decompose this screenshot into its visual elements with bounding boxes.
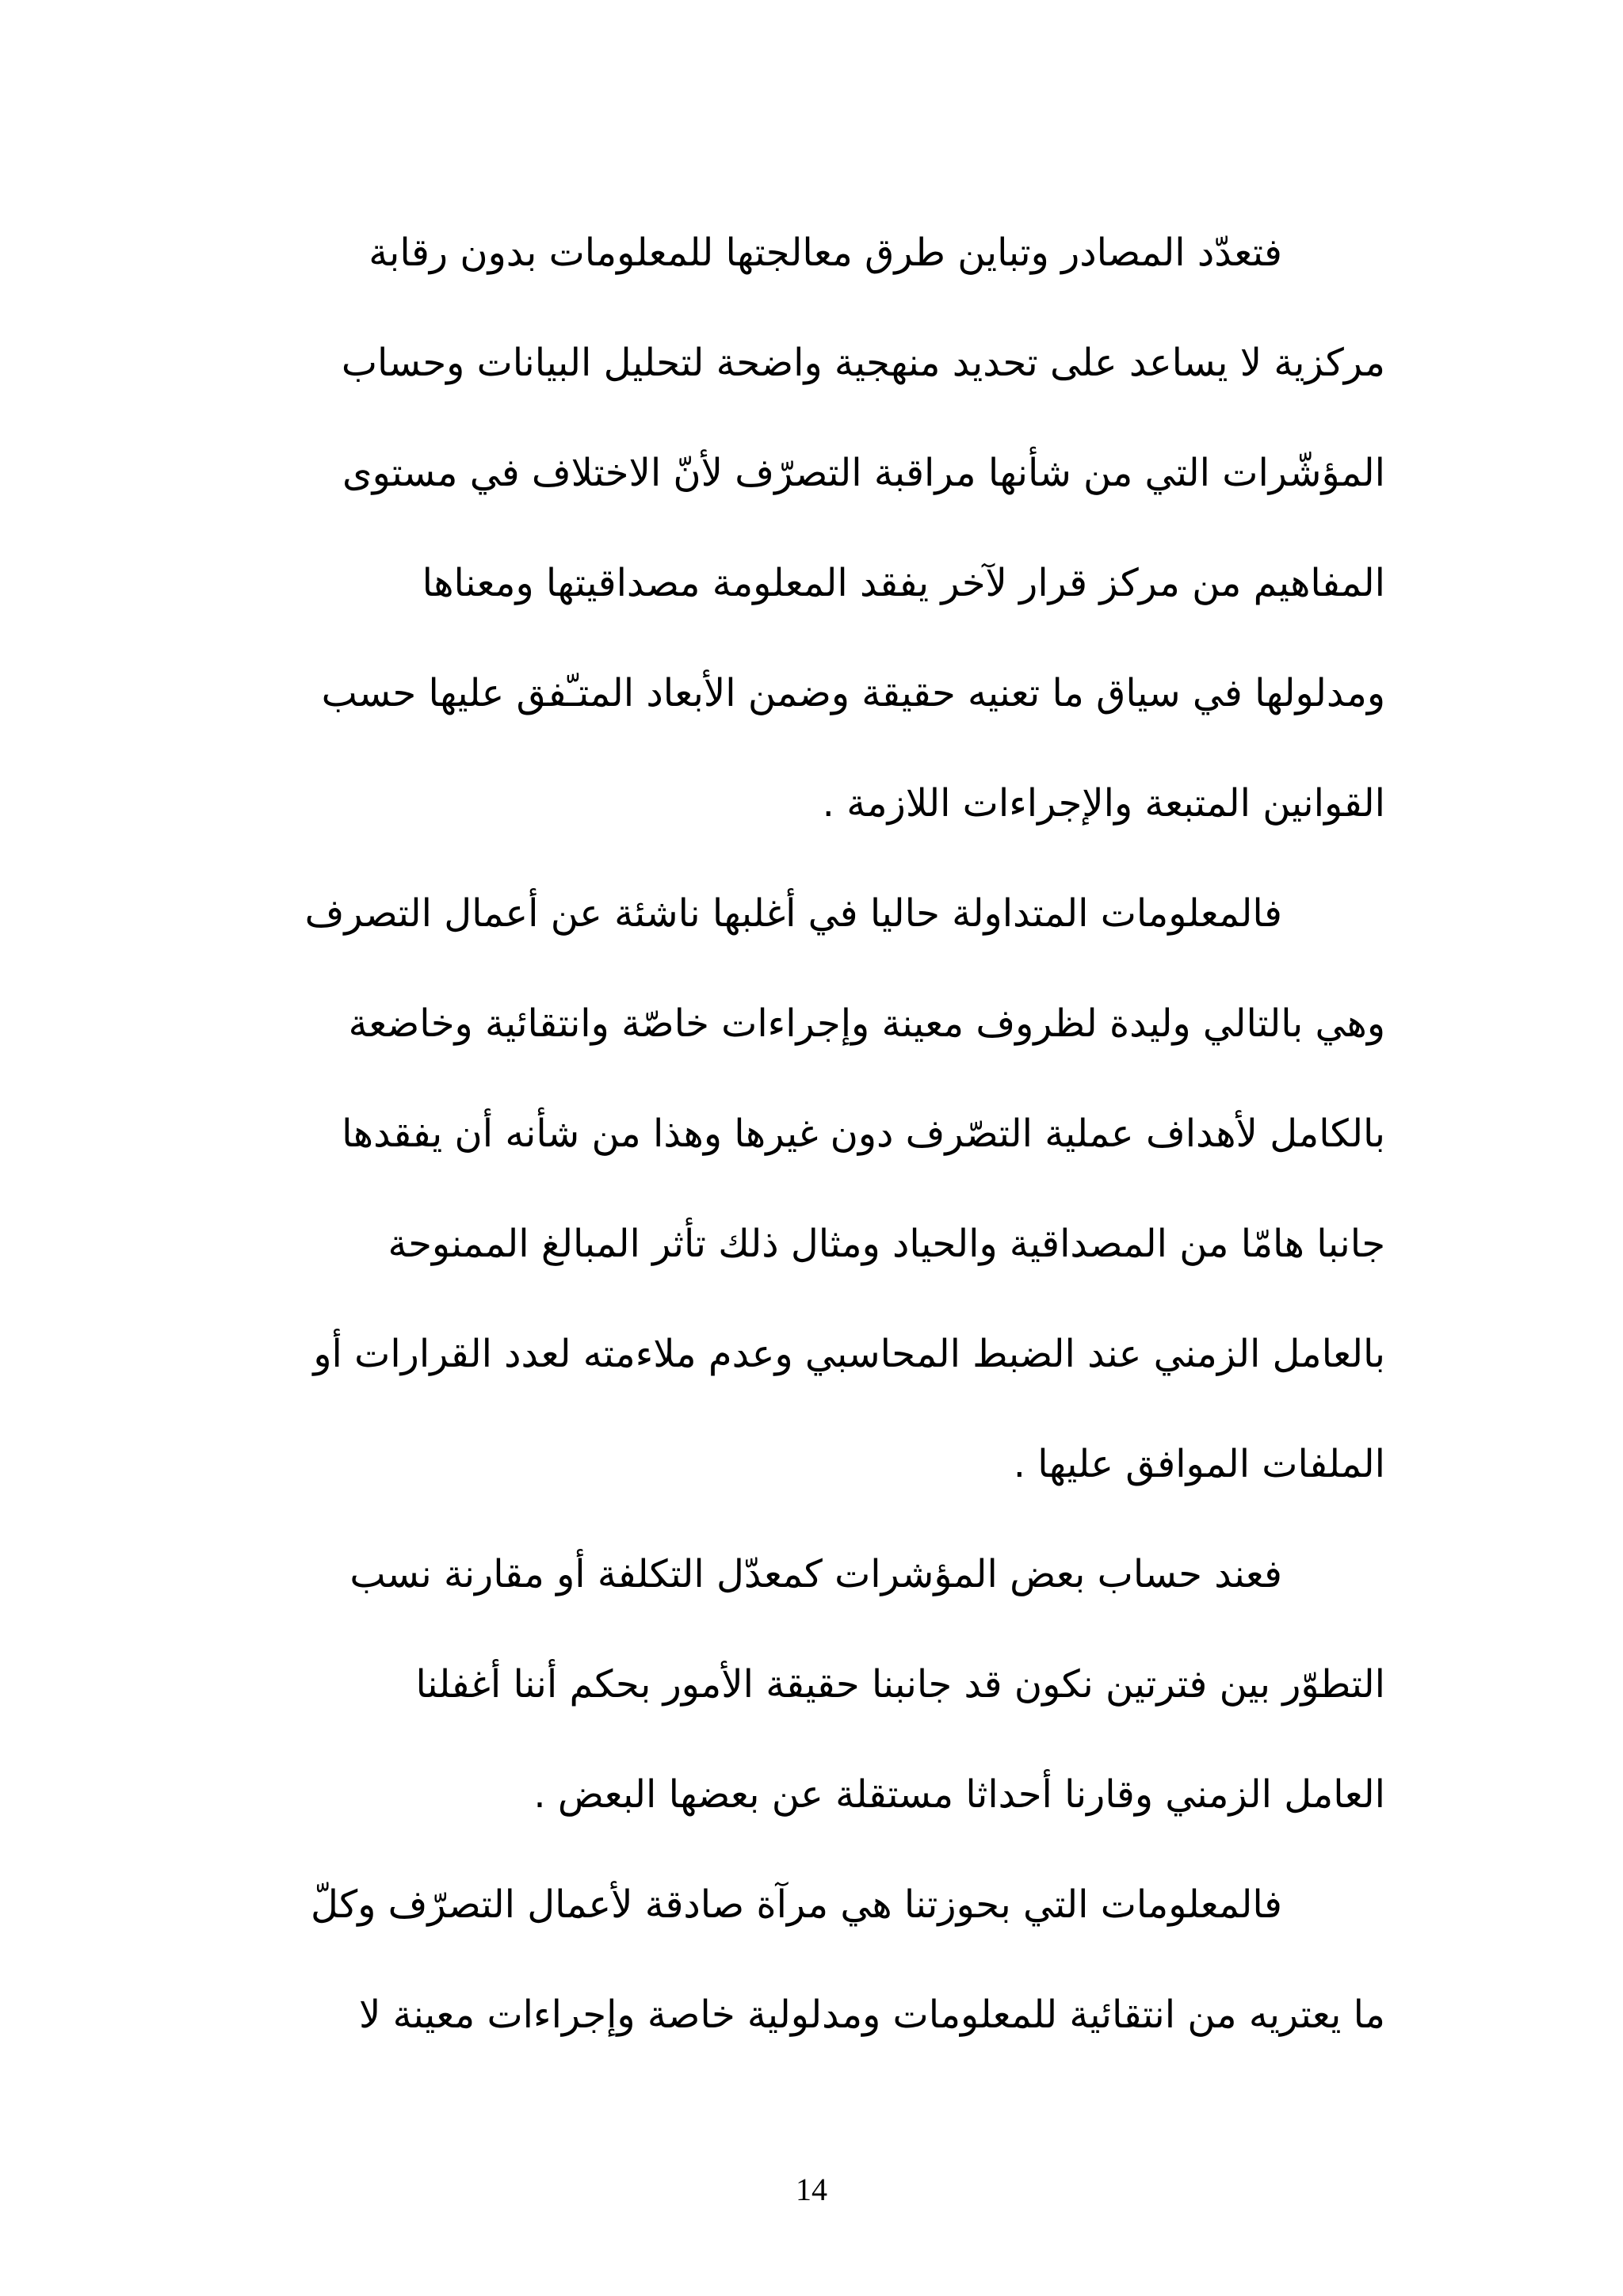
text-line: مركزية لا يساعد على تحديد منهجية واضحة لتحليل البيانات وحساب [341, 341, 1385, 385]
text-line: بالكامل لأهداف عملية التصّرف دون غيرها وهذا من شأنه أن يفقدها [342, 1112, 1385, 1156]
text-line: التطوّر بين فترتين نكون قد جانبنا حقيقة الأمور بحكم أننا أغفلنا [415, 1662, 1385, 1707]
text-line: الملفات الموافق عليها . [1013, 1442, 1385, 1486]
body-text [244, 198, 1385, 2070]
text-line: ومدلولها في سياق ما تعنيه حقيقة وضمن الأبعاد المتـّفق عليها حسب [321, 671, 1385, 715]
text-line: فالمعلومات المتداولة حاليا في أغلبها ناشئة عن أعمال التصرف [304, 891, 1282, 936]
text-line: وهي بالتالي وليدة لظروف معينة وإجراءات خاصّة وانتقائية وخاضعة [348, 1001, 1385, 1046]
text-line: جانبا هامّا من المصداقية والحياد ومثال ذلك تأثر المبالغ الممنوحة [388, 1222, 1385, 1266]
text-line: المؤشّرات التي من شأنها مراقبة التصرّف لأنّ الاختلاف في مستوى [342, 451, 1385, 495]
text-line: بالعامل الزمني عند الضبط المحاسبي وعدم ملاءمته لعدد القرارات أو [313, 1332, 1385, 1376]
paragraph-2 [244, 859, 1385, 1520]
paragraph-4 [244, 1850, 1385, 2070]
text-line: المفاهيم من مركز قرار لآخر يفقد المعلومة مصداقيتها ومعناها [422, 561, 1385, 605]
text-line: القوانين المتبعة والإجراءات اللازمة . [822, 781, 1385, 826]
text-line: العامل الزمني وقارنا أحداثا مستقلة عن بعضها البعض . [533, 1772, 1385, 1817]
text-line: ما يعتريه من انتقائية للمعلومات ومدلولية خاصة وإجراءات معينة لا [359, 1993, 1385, 2037]
text-line: فالمعلومات التي بحوزتنا هي مرآة صادقة لأعمال التصرّف وكلّ [310, 1882, 1282, 1927]
text-line: فتعدّد المصادر وتباين طرق معالجتها للمعلومات بدون رقابة [369, 231, 1282, 275]
paragraph-1 [244, 198, 1385, 859]
paragraph-3 [244, 1520, 1385, 1850]
page-number: 14 [796, 2172, 827, 2207]
text-line: فعند حساب بعض المؤشرات كمعدّل التكلفة أو مقارنة نسب [349, 1552, 1282, 1596]
